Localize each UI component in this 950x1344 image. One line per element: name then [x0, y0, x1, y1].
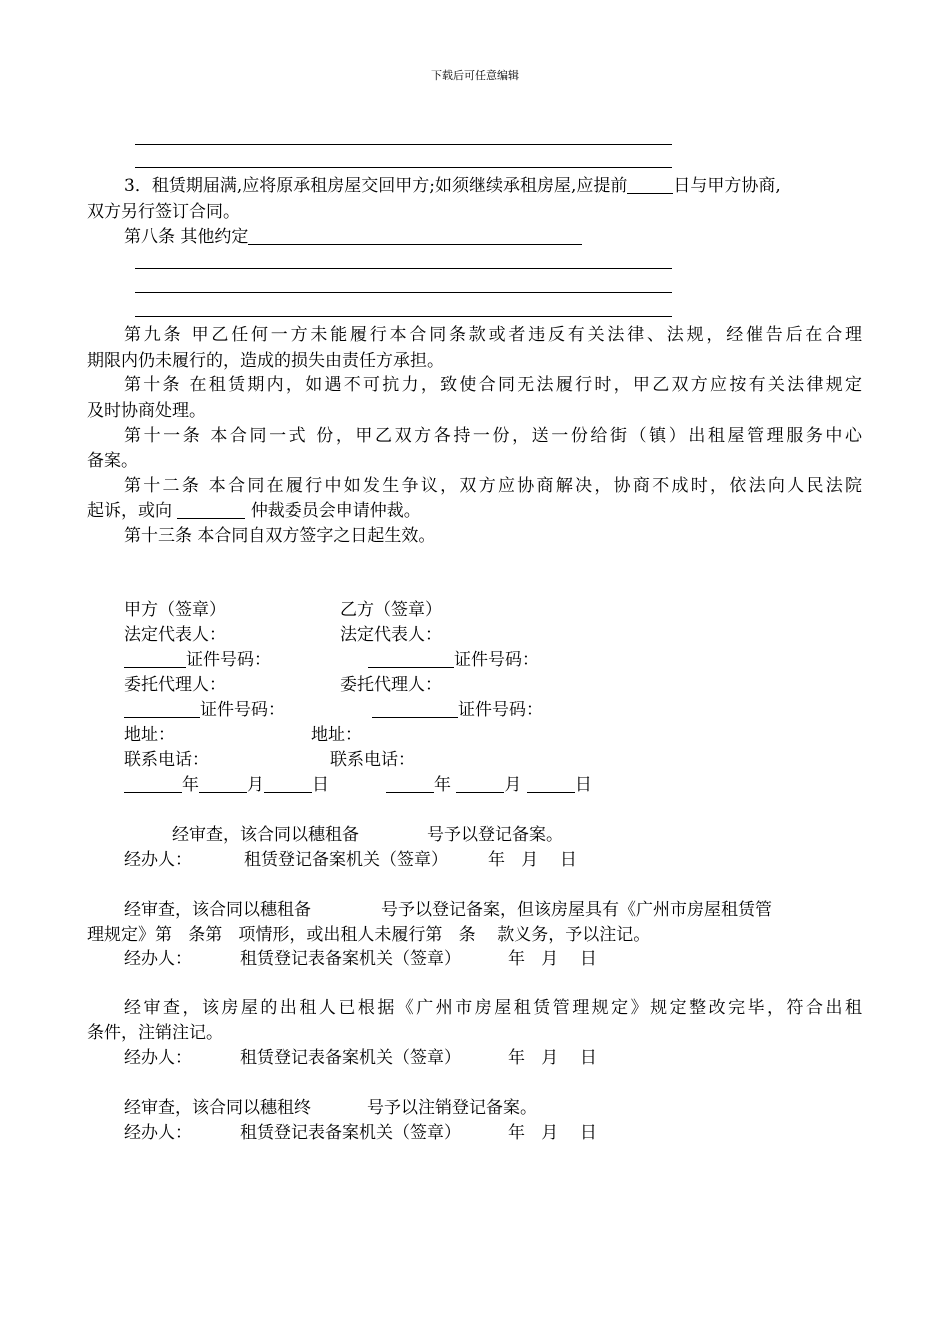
record4-date: 年 月 日 [508, 1123, 597, 1143]
record-text: 经审查，该合同以穗租备 [172, 825, 359, 845]
clause-text: 起诉，或向 [87, 501, 172, 521]
clause10-line2: 及时协商处理。 [87, 401, 206, 421]
record2-handler: 经办人： [124, 949, 192, 969]
record-text: 号予以注销登记备案。 [367, 1098, 537, 1118]
day-label: 日 [312, 775, 329, 795]
record3-line2: 条件，注销注记。 [87, 1023, 223, 1043]
party-b-phone: 联系电话： [330, 750, 415, 770]
year-label: 年 [434, 775, 451, 795]
record-text: 号予以登记备案。 [427, 825, 563, 845]
blank-line [135, 144, 672, 145]
blank-line [135, 316, 672, 317]
clause11-line2: 备案。 [87, 451, 138, 471]
party-b-legal-rep: 法定代表人： [340, 625, 442, 645]
record2-line2: 理规定》第 条第 项情形，或出租人未履行第 条 款义务，予以注记。 [87, 925, 651, 945]
record3-handler: 经办人： [124, 1048, 192, 1068]
blank-line [135, 268, 672, 269]
record4-handler: 经办人： [124, 1123, 192, 1143]
blank-year [386, 776, 434, 793]
record1-date: 年 月 日 [488, 850, 577, 870]
clause10-line1: 第十条 在租赁期内，如遇不可抗力，致使合同无法履行时，甲乙双方应按有关法律规定 [124, 375, 862, 395]
clause7-item3-line2: 双方另行签订合同。 [87, 202, 240, 222]
record1-office: 租赁登记备案机关（签章） [244, 850, 448, 870]
clause12-line2 [87, 500, 421, 522]
record-text: 经审查，该合同以穗租备 [124, 900, 311, 920]
page-header: 下载后可任意编辑 [431, 69, 519, 82]
party-b-agent-id-line [372, 699, 543, 721]
blank-id [124, 701, 200, 718]
party-a-agent: 委托代理人： [124, 675, 226, 695]
record1-handler: 经办人： [124, 850, 192, 870]
party-a-agent-id-line [124, 699, 285, 721]
blank-id [124, 651, 186, 668]
record3-office: 租赁登记表备案机关（签章） [240, 1048, 461, 1068]
id-label: 证件号码： [200, 700, 285, 720]
party-b-label: 乙方（签章） [340, 600, 442, 620]
blank-id [368, 651, 454, 668]
clause13-line: 第十三条 本合同自双方签字之日起生效。 [124, 526, 436, 546]
party-a-address: 地址： [124, 725, 175, 745]
blank-line [135, 292, 672, 293]
blank-line [135, 167, 672, 168]
record2-date: 年 月 日 [508, 949, 597, 969]
blank-days [627, 177, 673, 194]
record3-line1: 经审查，该房屋的出租人已根据《广州市房屋租赁管理规定》规定整改完毕，符合出租 [124, 998, 862, 1018]
record2-office: 租赁登记表备案机关（签章） [240, 949, 461, 969]
blank-month [199, 776, 247, 793]
month-label: 月 [247, 775, 264, 795]
party-a-id-line [124, 649, 271, 671]
clause8-line [124, 226, 582, 248]
clause-text: 仲裁委员会申请仲裁。 [250, 501, 421, 521]
blank-arbitration [177, 502, 245, 519]
blank-day [527, 776, 575, 793]
blank-id [372, 701, 458, 718]
day-label: 日 [574, 775, 592, 795]
record3-date: 年 月 日 [508, 1048, 597, 1068]
party-b-agent: 委托代理人： [340, 675, 442, 695]
id-label: 证件号码： [454, 650, 539, 670]
record-text: 经审查，该合同以穗租终 [124, 1098, 311, 1118]
party-a-label: 甲方（签章） [124, 600, 226, 620]
record-text: 号予以登记备案，但该房屋具有《广州市房屋租赁管 [381, 900, 772, 920]
blank-other-terms [248, 228, 582, 245]
clause-text: 日与甲方协商, [673, 176, 781, 196]
party-b-date-line [386, 774, 592, 796]
year-label: 年 [182, 775, 199, 795]
party-a-phone: 联系电话： [124, 750, 209, 770]
party-a-legal-rep: 法定代表人： [124, 625, 226, 645]
clause9-line2: 期限内仍未履行的，造成的损失由责任方承担。 [87, 351, 444, 371]
clause7-item3-line1 [124, 175, 781, 197]
party-b-id-line [368, 649, 539, 671]
record2-line1 [124, 899, 772, 921]
clause9-line1: 第九条 甲乙任何一方未能履行本合同条款或者违反有关法律、法规，经催告后在合理 [124, 325, 862, 345]
month-label: 月 [504, 775, 522, 795]
clause-text: 3．租赁期届满,应将原承租房屋交回甲方;如须继续承租房屋,应提前 [124, 176, 628, 196]
clause11-line1: 第十一条 本合同一式 份，甲乙双方各持一份，送一份给街（镇）出租屋管理服务中心 [124, 426, 862, 446]
blank-year [124, 776, 182, 793]
record1-line1 [172, 824, 563, 846]
id-label: 证件号码： [186, 650, 271, 670]
clause8-label: 第八条 其他约定 [124, 227, 249, 247]
record4-office: 租赁登记表备案机关（签章） [240, 1123, 461, 1143]
party-a-date-line [124, 774, 329, 796]
blank-month [456, 776, 504, 793]
blank-day [264, 776, 312, 793]
id-label: 证件号码： [458, 700, 543, 720]
clause12-line1: 第十二条 本合同在履行中如发生争议，双方应协商解决，协商不成时，依法向人民法院 [124, 476, 862, 496]
party-b-address: 地址： [311, 725, 362, 745]
record4-line1 [124, 1097, 537, 1119]
